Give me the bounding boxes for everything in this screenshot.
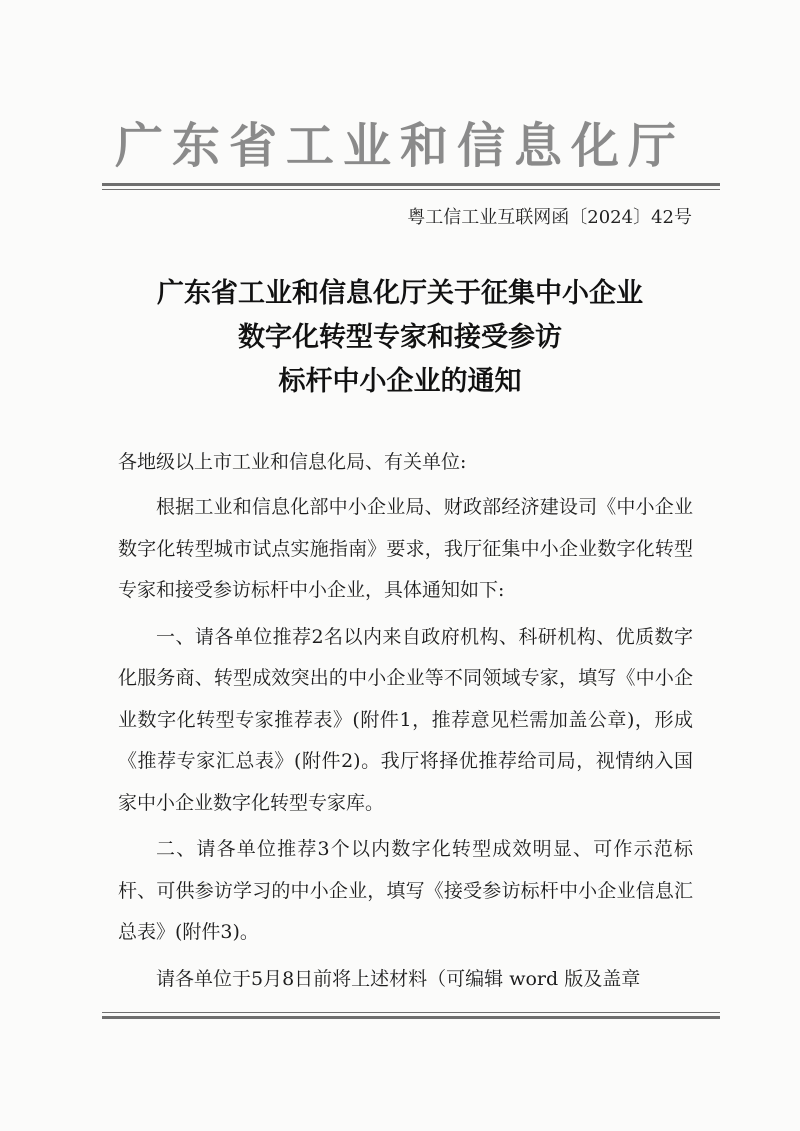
paragraph-item-1: 一、请各单位推荐2名以内来自政府机构、科研机构、优质数字化服务商、转型成效突出的中小企业等不同领域专家，填写《中小企业数字化转型专家推荐表》(附件1，推荐意见栏需加盖公章)，形成《推荐专家汇总表》(附件2)。我厅将择优推荐给司局，视情纳入国家中小企业数字化转型专家库。 [118,625,693,814]
footer-rule-thin [102,1012,720,1013]
masthead-rule-thin [102,189,720,190]
document-title [100,272,700,404]
masthead-title: 广东省工业和信息化厅 [114,118,685,174]
paragraph-deadline: 请各单位于5月8日前将上述材料（可编辑 word 版及盖章 [156,967,641,990]
document-body [118,442,693,1005]
paragraph-item-2: 二、请各单位推荐3个以内数字化转型成效明显、可作示范标杆、可供参访学习的中小企业，填写《接受参访标杆中小企业信息汇总表》(附件3)。 [118,838,693,943]
paragraph-intro: 根据工业和信息化部中小企业局、财政部经济建设司《中小企业数字化转型城市试点实施指南》要求，我厅征集中小企业数字化转型专家和接受参访标杆中小企业，具体通知如下: [118,496,693,601]
title-line-2: 数字化转型专家和接受参访 [238,322,562,353]
masthead-rule-thick [102,183,720,186]
document-number: 粤工信工业互联网函〔2024〕42号 [407,207,692,228]
footer-rule-thick [102,1016,720,1019]
salutation: 各地级以上市工业和信息化局、有关单位: [118,451,467,473]
title-line-1: 广东省工业和信息化厅关于征集中小企业 [157,278,643,309]
title-line-3: 标杆中小企业的通知 [278,366,522,397]
